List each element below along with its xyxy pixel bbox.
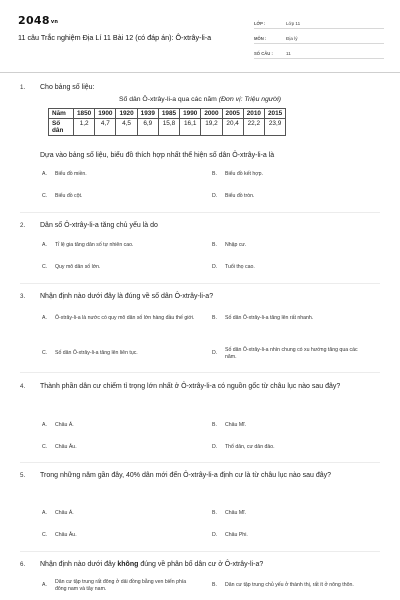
site-logo[interactable]: [18, 14, 58, 27]
table-row-label: Năm: [49, 109, 74, 119]
option-b[interactable]: B. Dân cư tập trung chủ yếu ở thành thị, rất ít ở nông thôn.: [212, 582, 354, 589]
option-b[interactable]: B. Số dân Ô-xtrây-li-a tăng lên rất nhanh.: [212, 315, 314, 322]
question-text-part: đúng về phân bố dân cư ở Ô-xtrây-li-a?: [138, 561, 264, 568]
meta-label: MÔN :: [254, 36, 267, 41]
question-divider: [20, 462, 380, 463]
table-cell-year: 2005: [222, 109, 243, 119]
option-a[interactable]: A. Ô-xtrây-li-a là nước có quy mô dân số lớn hàng đầu thế giới.: [42, 315, 195, 322]
table-cell-year: 2010: [243, 109, 264, 119]
table-title: [0, 96, 400, 103]
table-cell-year: 1850: [74, 109, 95, 119]
population-table: [48, 108, 286, 136]
option-b[interactable]: B. Biểu đồ kết hợp.: [212, 171, 264, 177]
option-a[interactable]: A. Dân cư tập trung rất đông ở dải đồng bằng ven biển phía đông nam và tây nam.: [42, 578, 187, 592]
meta-row-class: [254, 14, 384, 29]
option-b[interactable]: B. Châu Mĩ.: [212, 422, 247, 428]
option-a[interactable]: A. Châu Á.: [42, 422, 74, 428]
option-c[interactable]: C. Số dân Ô-xtrây-li-a tăng lên liên tục.: [42, 350, 138, 357]
question-text: [40, 559, 380, 570]
question-divider: [20, 283, 380, 284]
meta-value: 11: [286, 51, 291, 56]
table-cell-year: 2000: [201, 109, 222, 119]
table-title-text: Số dân Ô-xtrây-li-a qua các năm: [119, 96, 217, 103]
table-row-years: [49, 109, 286, 119]
question-number: 4.: [20, 383, 26, 390]
meta-label: SỐ CÂU :: [254, 51, 273, 56]
logo-text: 2048: [18, 14, 50, 27]
document-meta: [254, 14, 384, 59]
option-d[interactable]: D. Tuổi thọ cao.: [212, 264, 255, 270]
table-cell-year: 2015: [264, 109, 285, 119]
option-a[interactable]: A. Châu Á.: [42, 510, 74, 516]
table-cell-value: 22,2: [243, 119, 264, 136]
option-b[interactable]: B. Nhập cư.: [212, 242, 247, 248]
meta-value: Địa lý: [286, 36, 298, 41]
table-cell-value: 1,2: [74, 119, 95, 136]
meta-row-count: [254, 44, 384, 59]
meta-row-subject: [254, 29, 384, 44]
table-cell-value: 20,4: [222, 119, 243, 136]
option-b[interactable]: B. Châu Mĩ.: [212, 510, 247, 516]
question-text-part: Nhận định nào dưới đây: [40, 561, 118, 568]
table-cell-year: 1900: [95, 109, 116, 119]
option-d[interactable]: D. Biểu đồ tròn.: [212, 193, 255, 199]
option-a[interactable]: A. Biểu đồ miền.: [42, 171, 87, 177]
option-d[interactable]: D. Số dân Ô-xtrây-li-a nhìn chung có xu hướng tăng qua các năm.: [212, 346, 358, 360]
table-cell-year: 1985: [158, 109, 179, 119]
option-c[interactable]: C. Quy mô dân số lớn.: [42, 264, 101, 270]
meta-value: Lớp 11: [286, 21, 301, 26]
question-text: Thành phần dân cư chiếm tỉ trọng lớn nhất ở Ô-xtrây-li-a có nguồn gốc từ châu lục nào sau đây?: [40, 383, 341, 390]
question-text: Dân số Ô-xtrây-li-a tăng chủ yếu là do: [40, 222, 158, 229]
question-divider: [20, 372, 380, 373]
question-number: 5.: [20, 472, 26, 479]
question-text-emphasis: không: [117, 561, 139, 568]
table-cell-value: 6,9: [137, 119, 158, 136]
question-number: 1.: [20, 84, 26, 91]
table-cell-year: 1990: [180, 109, 201, 119]
option-c[interactable]: C. Châu Âu.: [42, 532, 77, 538]
table-unit: (Đơn vị: Triệu người): [218, 96, 281, 103]
table-row-label: Số dân: [49, 119, 74, 136]
table-row-values: [49, 119, 286, 136]
question-number: 6.: [20, 561, 26, 568]
table-cell-value: 19,2: [201, 119, 222, 136]
question-text: Cho bảng số liệu:: [40, 84, 95, 91]
question-stem: Dựa vào bảng số liệu, biểu đồ thích hợp nhất thể hiện số dân Ô-xtrây-li-a là: [40, 152, 275, 159]
option-d[interactable]: D. Châu Phi.: [212, 532, 248, 538]
option-d[interactable]: D. Thổ dân, cư dân đảo.: [212, 444, 275, 450]
document-title: 11 câu Trắc nghiệm Địa Lí 11 Bài 12 (có đáp án): Ô-xtrây-li-a: [18, 33, 212, 42]
table-cell-value: 16,1: [180, 119, 201, 136]
question-number: 2.: [20, 222, 26, 229]
table-cell-value: 15,8: [158, 119, 179, 136]
logo-suffix: vn: [50, 19, 59, 25]
option-c[interactable]: C. Châu Âu.: [42, 444, 77, 450]
table-cell-year: 1939: [137, 109, 158, 119]
meta-label: LỚP :: [254, 21, 266, 26]
table-cell-value: 4,7: [95, 119, 116, 136]
table-cell-value: 4,5: [116, 119, 137, 136]
option-a[interactable]: A. Tỉ lệ gia tăng dân số tự nhiên cao.: [42, 242, 134, 248]
question-text: Trong những năm gần đây, 40% dân mới đến Ô-xtrây-li-a định cư là từ châu lục nào sau đây?: [40, 472, 332, 479]
table-cell-year: 1920: [116, 109, 137, 119]
question-divider: [20, 551, 380, 552]
header-divider: [0, 72, 400, 73]
table-cell-value: 23,9: [264, 119, 285, 136]
option-c[interactable]: C. Biểu đồ cột.: [42, 193, 83, 199]
question-text: Nhận định nào dưới đây là đúng về số dân Ô-xtrây-li-a?: [40, 293, 214, 300]
document-header: [0, 0, 400, 70]
question-divider: [20, 212, 380, 213]
question-number: 3.: [20, 293, 26, 300]
